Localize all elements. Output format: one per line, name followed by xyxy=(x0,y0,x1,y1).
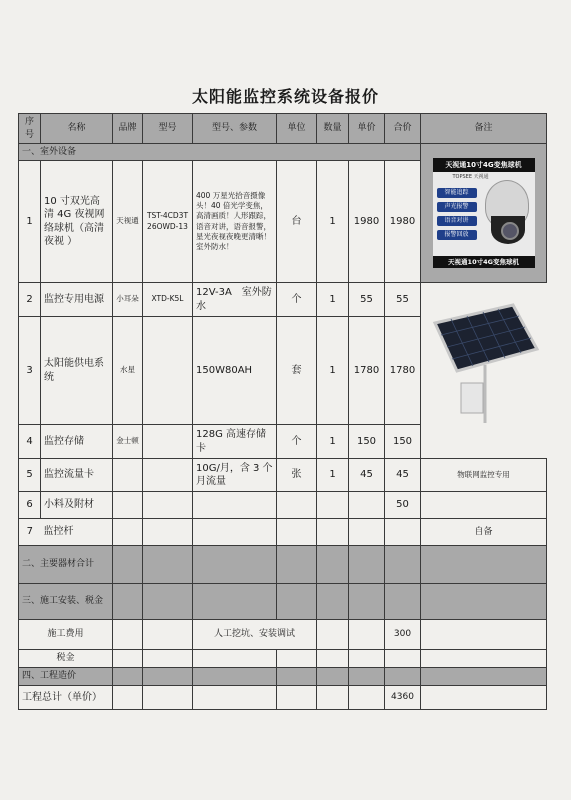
cell-model xyxy=(143,459,193,492)
cell-seq: 7 xyxy=(19,519,41,546)
cell-model xyxy=(143,425,193,459)
solar-panel-icon xyxy=(421,283,547,433)
section-construction xyxy=(19,584,547,620)
cell-spec: 128G 高速存储卡 xyxy=(193,425,277,459)
cell-unit: 套 xyxy=(277,317,317,425)
section-label: 二、主要器材合计 xyxy=(19,546,113,584)
cell-model: XTD-K5L xyxy=(143,283,193,317)
camera-image-top-text: 天视通10寸4G变焦球机 xyxy=(433,158,535,172)
cell-unit: 个 xyxy=(277,425,317,459)
cell-total: 55 xyxy=(385,283,421,317)
header-brand: 品牌 xyxy=(113,114,143,144)
table-row xyxy=(19,686,547,710)
cell-name: 监控专用电源 xyxy=(41,283,113,317)
cell-spec: 400 万星光拾音摄像头！40 倍光学变焦，高清画质！人形跟踪，语音对讲，语音报警，星光夜视夜晚更清晰！室外防水！ xyxy=(193,161,277,283)
cell-name: 监控杆 xyxy=(41,519,113,546)
cell-qty: 1 xyxy=(317,161,349,283)
cell-brand: 水星 xyxy=(113,317,143,425)
table-row xyxy=(19,492,547,519)
cell-remark: 物联网监控专用 xyxy=(421,459,547,492)
table-row xyxy=(19,519,547,546)
cell-name: 监控流量卡 xyxy=(41,459,113,492)
cell-seq: 4 xyxy=(19,425,41,459)
header-remark: 备注 xyxy=(421,114,547,144)
header-unit: 单位 xyxy=(277,114,317,144)
cell-brand: 天视通 xyxy=(113,161,143,283)
cell-brand: 金士顿 xyxy=(113,425,143,459)
cell-name: 税金 xyxy=(19,650,113,668)
table-row xyxy=(19,620,547,650)
cell-spec: 150W80AH xyxy=(193,317,277,425)
header-seq: 序号 xyxy=(19,114,41,144)
cell-name: 工程总计（单价） xyxy=(19,686,113,710)
cell-seq: 5 xyxy=(19,459,41,492)
page-title: 太阳能监控系统设备报价 xyxy=(191,87,379,106)
header-spec: 型号、参数 xyxy=(193,114,277,144)
quote-table xyxy=(18,113,547,710)
header-total: 合价 xyxy=(385,114,421,144)
section-label: 三、施工安装、税金 xyxy=(19,584,113,620)
cell-seq: 3 xyxy=(19,317,41,425)
camera-logo: TOPSEE 天视通 xyxy=(452,174,489,180)
cell-qty: 1 xyxy=(317,317,349,425)
cell-qty: 1 xyxy=(317,283,349,317)
cell-total: 300 xyxy=(385,620,421,650)
camera-image xyxy=(421,144,547,283)
cell-price: 1980 xyxy=(349,161,385,283)
header-name: 名称 xyxy=(41,114,113,144)
section-project-cost xyxy=(19,668,547,686)
cell-total: 150 xyxy=(385,425,421,459)
section-equipment-total xyxy=(19,546,547,584)
section-outdoor xyxy=(19,144,547,161)
cell-unit: 个 xyxy=(277,283,317,317)
table-row xyxy=(19,459,547,492)
cell-spec: 12V-3A 室外防水 xyxy=(193,283,277,317)
cell-total: 50 xyxy=(385,492,421,519)
cell-total: 4360 xyxy=(385,686,421,710)
camera-tag: 报警回放 xyxy=(437,230,477,240)
cell-brand: 小耳朵 xyxy=(113,283,143,317)
table-row xyxy=(19,650,547,668)
camera-image-bottom-text: 天视通10寸4G变焦球机 xyxy=(433,256,535,268)
cell-seq: 6 xyxy=(19,492,41,519)
header-price: 单价 xyxy=(349,114,385,144)
camera-tag: 智能追踪 xyxy=(437,188,477,198)
cell-model: TST-4CD3T26OWD-13 xyxy=(143,161,193,283)
cell-qty: 1 xyxy=(317,425,349,459)
cell-spec: 10G/月，含 3 个月流量 xyxy=(193,459,277,492)
cell-unit: 张 xyxy=(277,459,317,492)
cell-model xyxy=(143,317,193,425)
cell-name: 太阳能供电系统 xyxy=(41,317,113,425)
cell-remark: 自备 xyxy=(421,519,547,546)
table-row xyxy=(19,283,547,317)
camera-tag: 语音对讲 xyxy=(437,216,477,226)
cell-total: 45 xyxy=(385,459,421,492)
header-model: 型号 xyxy=(143,114,193,144)
cell-name: 10 寸双光高清 4G 夜视网络球机（高清夜视 ） xyxy=(41,161,113,283)
cell-unit: 台 xyxy=(277,161,317,283)
cell-qty: 1 xyxy=(317,459,349,492)
camera-tag: 声光报警 xyxy=(437,202,477,212)
camera-lens-shape xyxy=(501,222,519,240)
cell-spec: 人工挖坑、安装调试 xyxy=(193,620,317,650)
section-label: 四、工程造价 xyxy=(19,668,113,686)
cell-seq: 2 xyxy=(19,283,41,317)
cell-total: 1780 xyxy=(385,317,421,425)
cell-price: 45 xyxy=(349,459,385,492)
section-label: 一、室外设备 xyxy=(19,144,421,161)
header-qty: 数量 xyxy=(317,114,349,144)
cell-name: 小料及附材 xyxy=(41,492,113,519)
cell-name: 监控存储 xyxy=(41,425,113,459)
cell-price: 1780 xyxy=(349,317,385,425)
cell-total: 1980 xyxy=(385,161,421,283)
table-header-row xyxy=(19,114,547,144)
cell-name: 施工费用 xyxy=(19,620,113,650)
cell-price: 150 xyxy=(349,425,385,459)
cell-brand xyxy=(113,459,143,492)
cell-seq: 1 xyxy=(19,161,41,283)
solar-panel-image xyxy=(421,283,547,459)
cell-price: 55 xyxy=(349,283,385,317)
